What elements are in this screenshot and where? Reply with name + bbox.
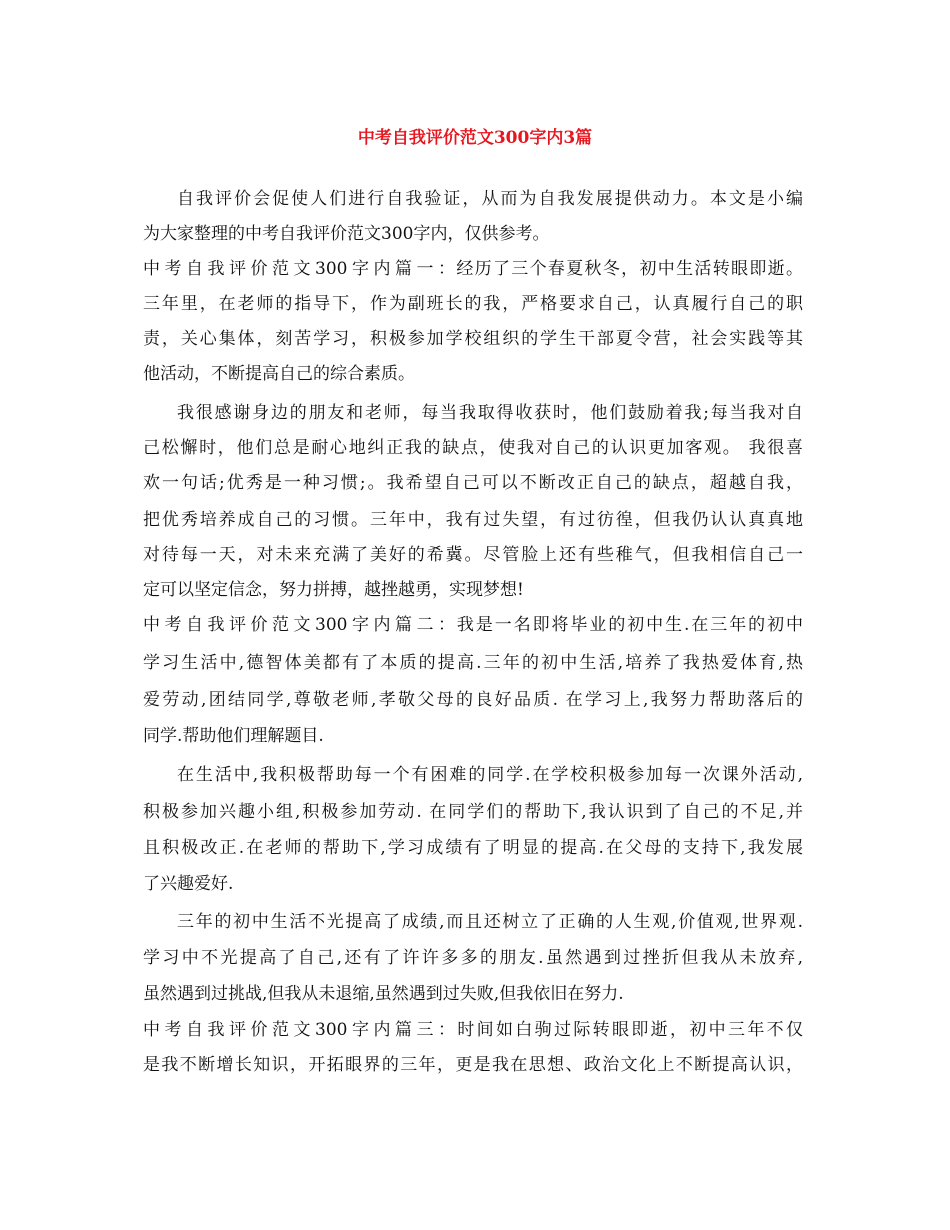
section-heading-line — [143, 257, 803, 281]
paragraph-line: 把优秀培养成自己的习惯。三年中，我有过失望，有过彷徨，但我仍认认真真地 — [143, 510, 803, 530]
section-heading-line — [143, 1018, 803, 1042]
section-heading: 中考自我评价范文300字内篇一： — [143, 259, 455, 279]
paragraph-line: 三年的初中生活不光提高了成绩,而且还树立了正确的人生观,价值观,世界观. — [177, 912, 803, 932]
paragraph-line: 积极参加兴趣小组,积极参加劳动. 在同学们的帮助下,我认识到了自己的不足,并 — [143, 802, 803, 822]
paragraph-line: 自我评价会促使人们进行自我验证，从而为自我发展提供动力。本文是小编 — [177, 189, 803, 209]
paragraph-line: 欢一句话;优秀是一种习惯;。我希望自己可以不断改正自己的缺点，超越自我， — [143, 473, 803, 493]
section-heading: 中考自我评价范文300字内篇三： — [143, 1020, 455, 1040]
paragraph-line: 且积极改正.在老师的帮助下,学习成绩有了明显的提高.在父母的支持下,我发展 — [143, 838, 803, 858]
paragraph-line: 学习中不光提高了自己,还有了许许多多的朋友.虽然遇到过挫折但我从未放弃, — [143, 948, 803, 968]
paragraph-line: 学习生活中,德智体美都有了本质的提高.三年的初中生活,培养了我热爱体育,热 — [143, 653, 803, 673]
paragraph-line: 在生活中,我积极帮助每一个有困难的同学.在学校积极参加每一次课外活动, — [177, 765, 803, 785]
paragraph-line: 了兴趣爱好. — [143, 874, 234, 894]
paragraph-line: 定可以坚定信念，努力拼搏，越挫越勇，实现梦想! — [143, 580, 524, 600]
paragraph-line: 责，关心集体，刻苦学习，积极参加学校组织的学生干部夏令营，社会实践等其 — [143, 329, 803, 349]
paragraph-text: 经历了三个春夏秋冬，初中生活转眼即逝。 — [455, 259, 803, 279]
paragraph-line: 同学.帮助他们理解题目. — [143, 726, 324, 746]
section-heading-line — [143, 613, 803, 637]
paragraph-line: 为大家整理的中考自我评价范文300字内，仅供参考。 — [143, 224, 550, 244]
section-heading: 中考自我评价范文300字内篇二： — [143, 615, 455, 635]
paragraph-line: 爱劳动,团结同学,尊敬老师,孝敬父母的良好品质. 在学习上,我努力帮助落后的 — [143, 690, 803, 710]
paragraph-text: 我是一名即将毕业的初中生.在三年的初中 — [455, 615, 803, 635]
paragraph-text: 时间如白驹过际转眼即逝，初中三年不仅 — [455, 1020, 803, 1040]
paragraph-line: 虽然遇到过挑战,但我从未退缩,虽然遇到过失败,但我依旧在努力. — [143, 984, 624, 1004]
paragraph-line: 我很感谢身边的朋友和老师，每当我取得收获时，他们鼓励着我;每当我对自 — [177, 403, 803, 423]
paragraph-line: 己松懈时，他们总是耐心地纠正我的缺点，使我对自己的认识更加客观。 我很喜 — [143, 438, 803, 458]
paragraph-line: 是我不断增长知识，开拓眼界的三年，更是我在思想、政治文化上不断提高认识， — [143, 1055, 803, 1075]
paragraph-line: 他活动，不断提高自己的综合素质。 — [143, 364, 415, 384]
document-title: 中考自我评价范文300字内3篇 — [357, 128, 593, 148]
paragraph-line: 三年里，在老师的指导下，作为副班长的我，严格要求自己，认真履行自己的职 — [143, 294, 803, 314]
paragraph-line: 对待每一天，对未来充满了美好的希冀。尽管脸上还有些稚气，但我相信自己一 — [143, 545, 803, 565]
